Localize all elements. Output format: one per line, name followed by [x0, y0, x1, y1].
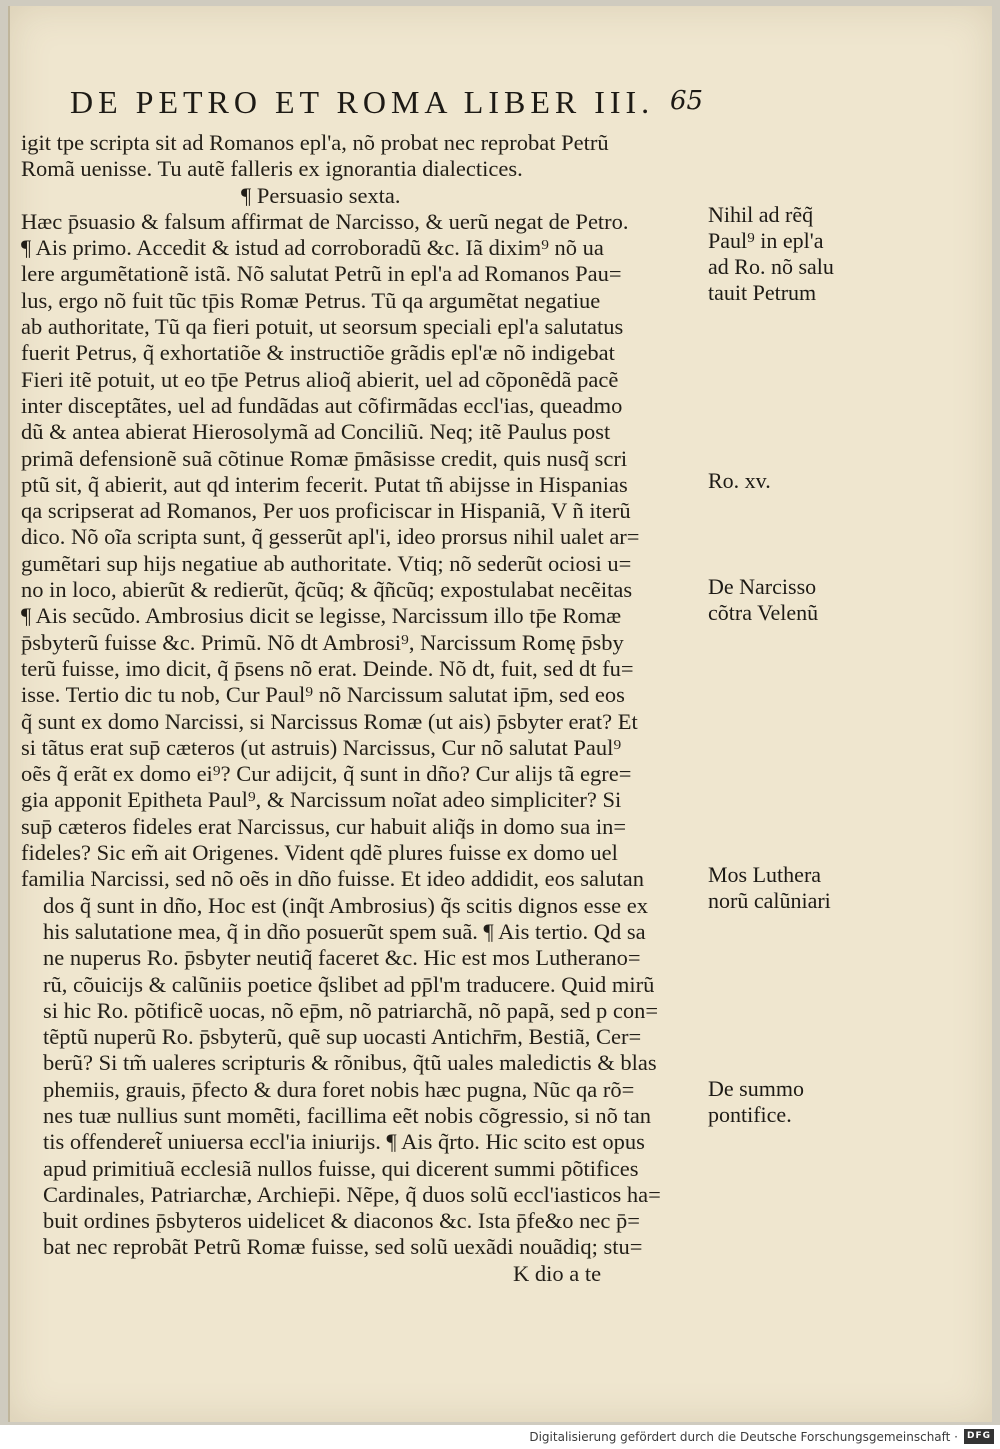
text-line: q̃ sunt ex domo Narcissi, si Narcissus Romæ (ut ais) p̄sbyter erat? Et [21, 708, 638, 734]
margin-note-nihil [708, 202, 858, 306]
text-line: ptũ sit, q̃ abierit, aut qd interim fecerit. Putat tñ abijsse in Hispanias [21, 471, 628, 497]
text-line: apud primitiuã ecclesiã nullos fuisse, qui dicerent summi põtifices [43, 1155, 639, 1181]
margin-note-narcisso [708, 574, 858, 626]
text-line: tẽptũ nuperũ Ro. p̄sbyterũ, quẽ sup uocasti Antichr̄m, Bestiã, Cer= [43, 1024, 642, 1050]
margin-note-line: Paul⁹ in epl'a [708, 228, 824, 253]
text-line: buit ordines p̄sbyteros uidelicet & diaconos &c. Ista p̄fe&o nec p̄= [43, 1208, 640, 1234]
main-text-block [21, 130, 711, 1287]
margin-note-ro-xv [708, 468, 858, 494]
text-line: dico. Nõ oĩa scripta sunt, q̃ gesserũt apl'i, ideo prorsus nihil ualet ar= [21, 524, 640, 550]
text-line: si hic Ro. põtificẽ uocas, nõ ep̄m, nõ patriarchã, nõ papã, sed p con= [43, 997, 659, 1023]
text-line: sup̄ cæteros fideles erat Narcissus, cur habuit aliq̃s in domo sua in= [21, 813, 627, 839]
text-line: qa scripserat ad Romanos, Per uos proficiscar in Hispaniã, V ñ iterũ [21, 498, 631, 524]
text-line: fideles? Sic em̃ ait Origenes. Vident qdẽ plures fuisse ex domo uel [21, 840, 618, 866]
running-head: DE PETRO ET ROMA LIBER III. [70, 84, 655, 120]
text-line: his salutatione mea, q̃ in dño posuerũt spem suã. ¶ Ais tertio. Qd sa [43, 918, 646, 944]
text-line: dũ & antea abierat Hierosolymã ad Conciliũ. Neq; itẽ Paulus post [21, 419, 611, 445]
margin-note-line: tauit Petrum [708, 280, 817, 305]
digitization-footer [0, 1425, 1000, 1449]
text-line: si tãtus erat sup̄ cæteros (ut astruis) Narcissus, Cur nõ salutat Paul⁹ [21, 734, 622, 760]
margin-note-line: Mos Luthera [708, 862, 822, 887]
text-line: igit tpe scripta sit ad Romanos epl'a, nõ probat nec reprobat Petrũ [21, 130, 609, 155]
text-line: fuerit Petrus, q̃ exhortatiõe & instructiõe grãdis epl'æ nõ indigebat [21, 340, 615, 366]
dfg-logo-icon: DFG [964, 1429, 994, 1444]
text-line: ab authoritate, Tũ qa fieri potuit, ut seorsum speciali epl'a salutatus [21, 314, 624, 340]
text-line: ¶ Ais primo. Accedit & istud ad corroboradũ &c. Iã dixim⁹ nõ ua [21, 235, 604, 261]
margin-note-line: De summo [708, 1076, 804, 1101]
text-line: ne nuperus Ro. p̄sbyter neutiq̃ faceret &c. Hic est mos Lutherano= [43, 945, 641, 971]
text-line: phemiis, grauis, p̄fecto & dura foret nobis hæc pugna, Nũc qa rõ= [43, 1076, 635, 1102]
text-line: gia apponit Epitheta Paul⁹, & Narcissum noĩat adeo simpliciter? Si [21, 787, 622, 813]
text-line: berũ? Si tm̃ ualeres scripturis & rõnibus, q̃tũ uales maledictis & blas [43, 1050, 657, 1076]
text-line: bat nec reprobãt Petrũ Romæ fuisse, sed solũ uexãdi nouãdiq; stu= [43, 1234, 643, 1260]
text-line: Fieri itẽ potuit, ut eo tp̄e Petrus alioq̃ abierit, uel ad cõponẽdã pacẽ [21, 366, 619, 392]
text-line: rũ, cõuicijs & calũniis poetice q̃slibet ad pp̄l'm traducere. Quid mirũ [43, 971, 655, 997]
margin-note-line: Nihil ad rẽq̃ [708, 202, 814, 227]
text-line: lere argumẽtationẽ istã. Nõ salutat Petrũ in epl'a ad Romanos Pau= [21, 261, 622, 287]
text-line: no in loco, abierũt & redierũt, q̃cũq; & q̃ñcũq; expostulabat necẽitas [21, 577, 633, 603]
text-line: ¶ Persuasio sexta. [241, 182, 401, 208]
text-line: Cardinales, Patriarchæ, Archiep̄i. Nẽpe, q̃ duos solũ eccl'iasticos ha= [43, 1181, 661, 1207]
text-line: lus, ergo nõ fuit tũc tp̄is Romæ Petrus. Tũ qa argumẽtat negatiue [21, 287, 601, 313]
text-line: ¶ Ais secũdo. Ambrosius dicit se legisse, Narcissum illo tp̄e Romæ [21, 603, 622, 629]
text-line: primã defensionẽ suã cõtinue Romæ p̄mãsisse credit, quis nusq̃ scri [21, 445, 628, 471]
margin-note-line: De Narcisso [708, 574, 817, 599]
footer-credit: Digitalisierung gefördert durch die Deutsche Forschungsgemeinschaft · [529, 1430, 958, 1444]
text-line: isse. Tertio dic tu nob, Cur Paul⁹ nõ Narcissum salutat ip̄m, sed eos [21, 682, 625, 708]
text-line: gumẽtari sup hijs negatiue ab authoritate. Vtiq; nõ sederũt ociosi u= [21, 550, 632, 576]
text-line: terũ fuisse, imo dicit, q̃ p̄sens nõ erat. Deinde. Nõ dt, fuit, sed dt fu= [21, 655, 634, 681]
book-page [8, 6, 992, 1422]
text-line: Romã uenisse. Tu autẽ falleris ex ignorantia dialectices. [21, 156, 523, 182]
margin-note-summo-pontifice [708, 1076, 858, 1128]
text-line: nes tuæ nullius sunt momẽti, facillima eẽt nobis cõgressio, si nõ tan [43, 1102, 652, 1128]
text-line: Hæc p̄suasio & falsum affirmat de Narcisso, & uerũ negat de Petro. [21, 208, 629, 234]
text-line: dos q̃ sunt in dño, Hoc est (inq̃t Ambrosius) q̃s scitis dignos esse ex [43, 892, 648, 918]
text-line: inter disceptãtes, uel ad fundãdas aut cõfirmãdas eccl'ias, queadmo [21, 392, 623, 418]
text-line: p̄sbyterũ fuisse &c. Primũ. Nõ dt Ambrosi⁹, Narcissum Romę p̄sby [21, 629, 624, 655]
text-line: familia Narcissi, sed nõ oẽs in dño fuisse. Et ideo addidit, eos salutan [21, 866, 645, 892]
folio-number: 65 [670, 86, 704, 116]
text-line: oẽs q̃ erãt ex domo ei⁹? Cur adijcit, q̃ sunt in dño? Cur alijs tã egre= [21, 761, 632, 787]
text-line: tis offenderet̃ uniuersa eccl'ia iniurijs. ¶ Ais q̃rto. Hic scito est opus [43, 1129, 645, 1155]
margin-note-lutheranorum [708, 862, 858, 914]
margin-note-line: cõtra Velenũ [708, 600, 819, 625]
margin-note-line: norũ calũniari [708, 888, 831, 913]
margin-note-line: pontifice. [708, 1102, 792, 1127]
text-line: K dio a te [513, 1260, 602, 1286]
margin-note-line: ad Ro. nõ salu [708, 254, 834, 279]
margin-note-line: Ro. xv. [708, 468, 771, 493]
